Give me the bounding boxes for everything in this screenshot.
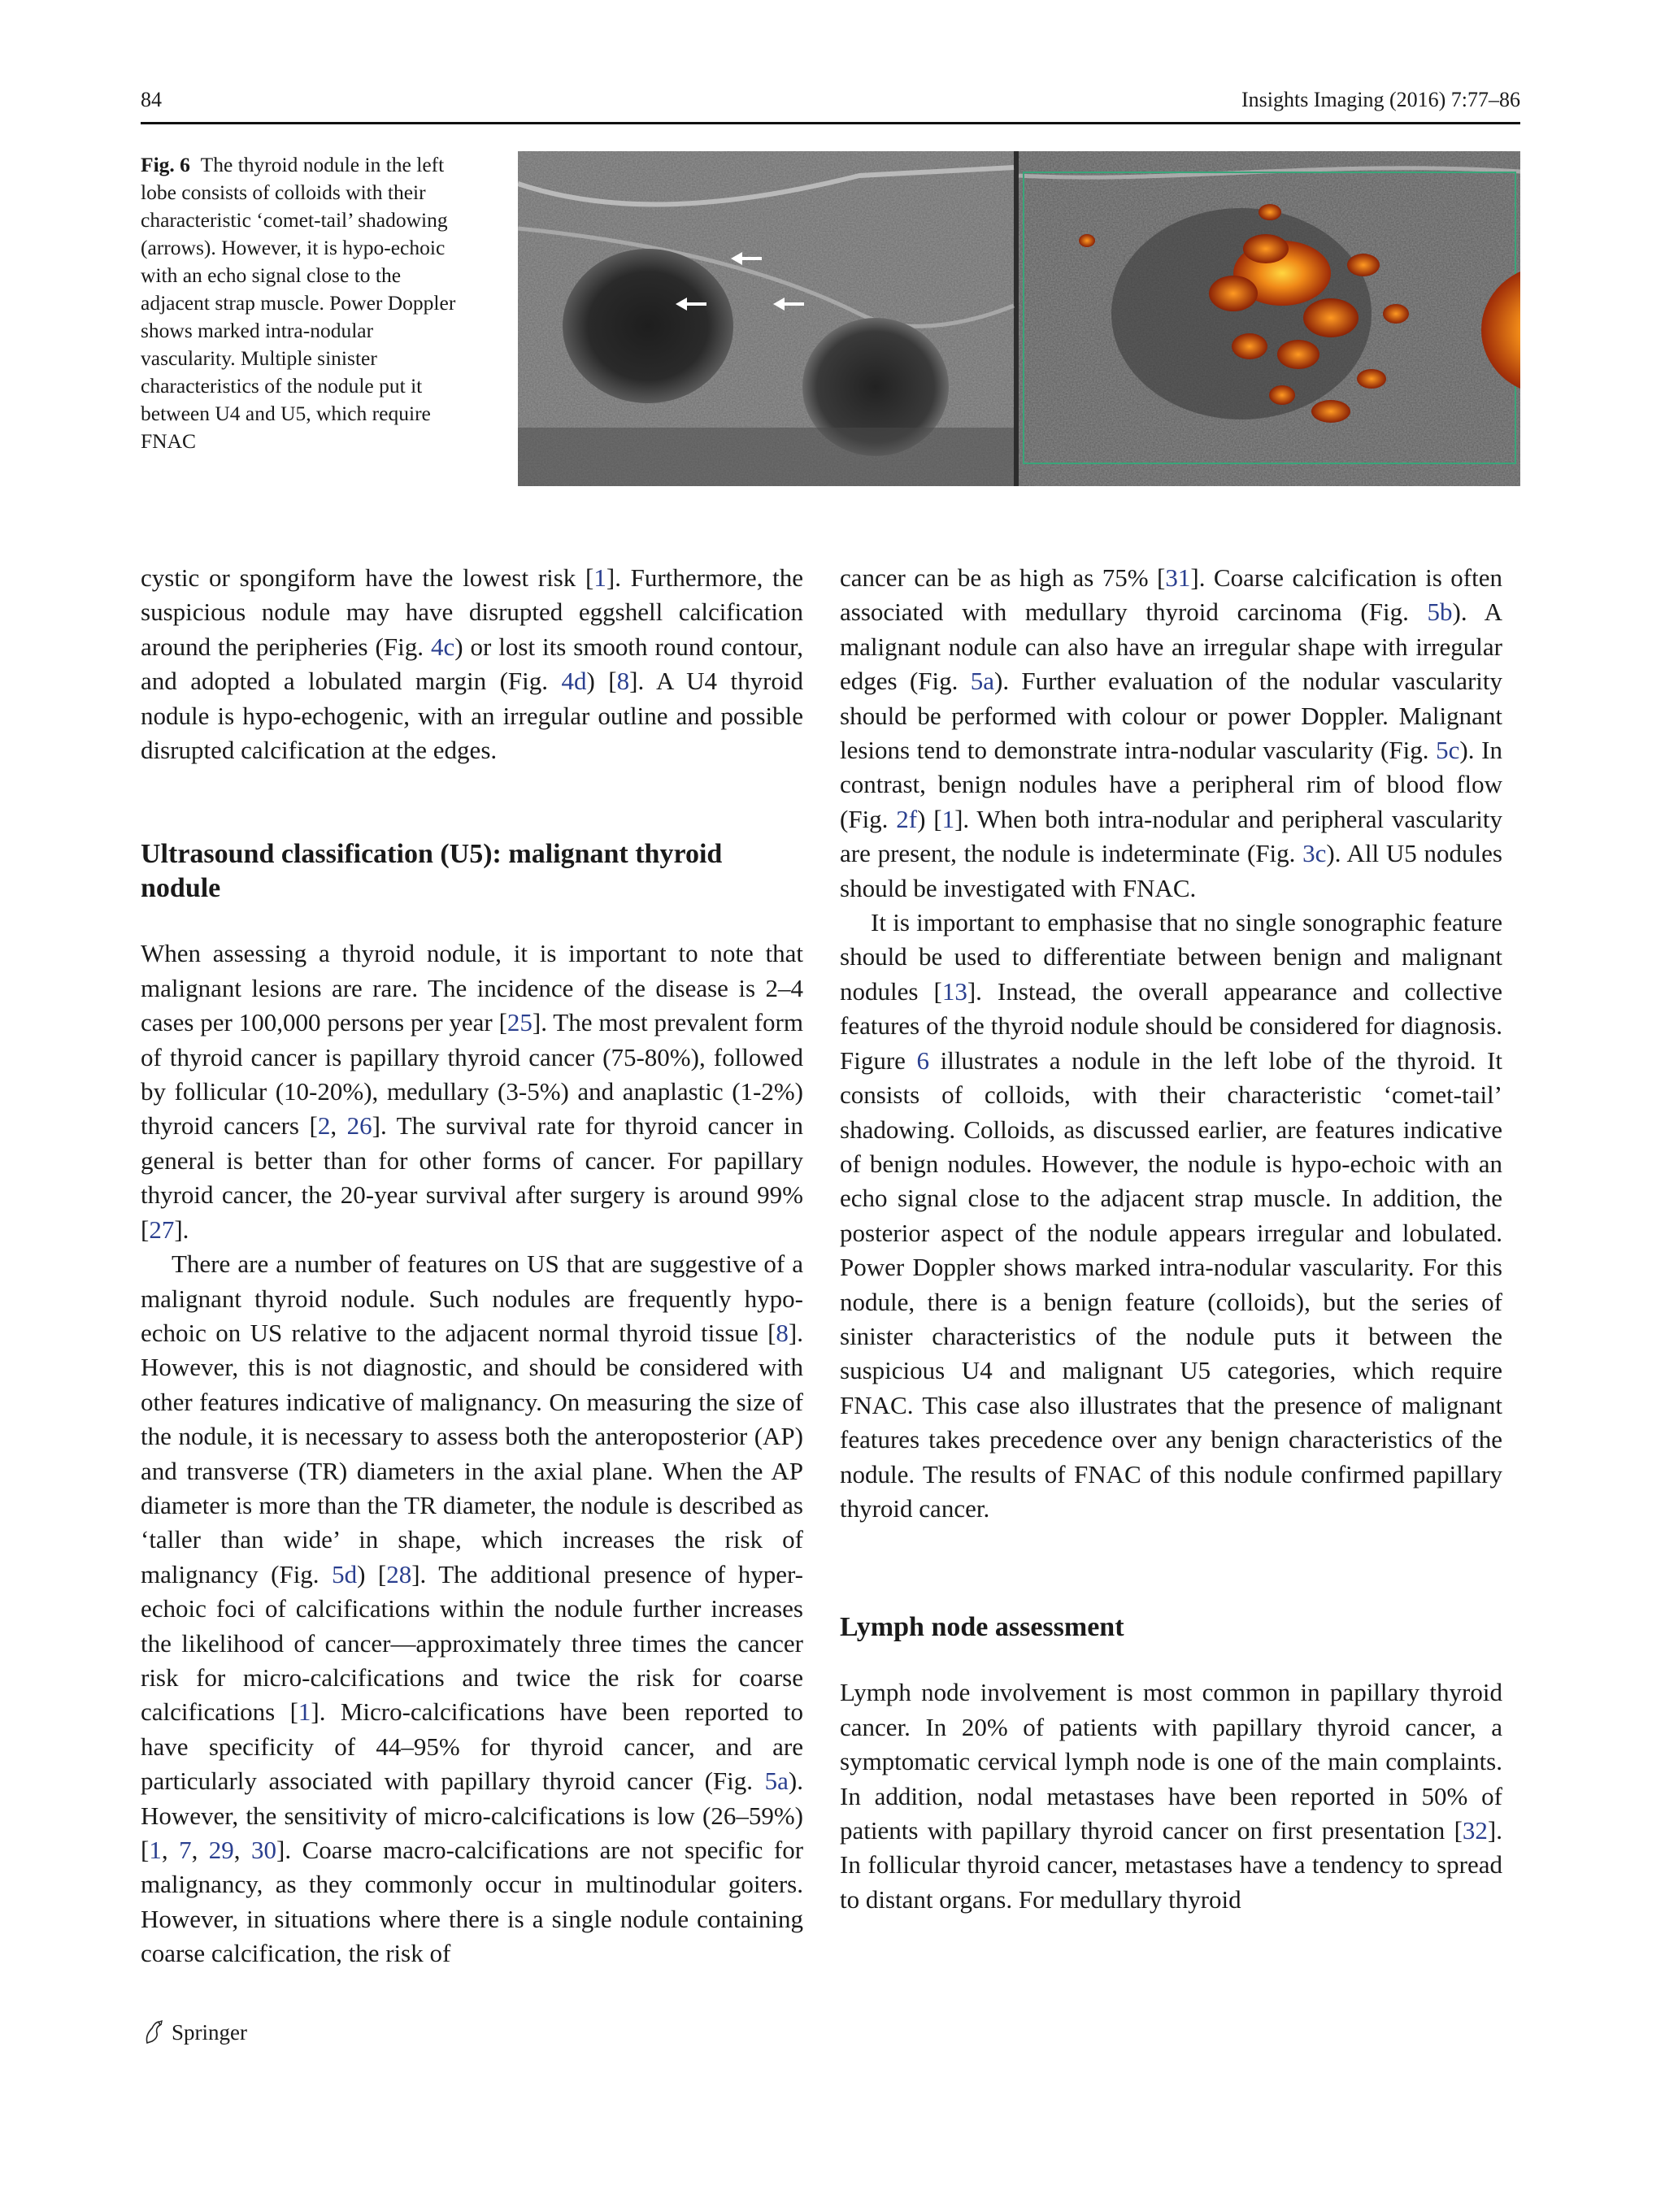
page-footer — [141, 2019, 247, 2046]
citation-link[interactable]: 32 — [1462, 1816, 1488, 1845]
citation-link[interactable]: 5a — [970, 667, 994, 696]
paragraph: There are a number of features on US that are suggestive of a malignant thyroid nodule. Such nodules are frequently hypo-echoic on US relative to the adjacent normal thyroid tissue [8]. However, this is not diagnostic, and should be considered with other features indicative of malignancy. On measuring the size of the nodule, it is necessary to assess both the anteroposterior (AP) and transverse (TR) diameters in the axial plane. When the AP diameter is more than the TR diameter, the nodule is described as ‘taller than wide’ in shape, which increases the risk of malignancy (Fig. 5d) [28]. The additional presence of hyper-echoic foci of calcifications within the nodule further increases the likelihood of cancer—approximately three times the cancer risk for micro-calcifications and twice the risk for coarse calcifications [1]. Micro-calcifications have been reported to have specificity of 44–95% for thyroid cancer, and are particularly associated with papillary thyroid cancer (Fig. 5a). However, the sensitivity of micro-calcifications is low (26–59%) [1, 7, 29, 30]. Coarse macro-calcifications are not specific for malignancy, as they commonly occur in multinodular goiters. However, in situations where there is a single nodule containing coarse calcification, the risk of — [141, 1249, 804, 1968]
journal-citation: Insights Imaging (2016) 7:77–86 — [1241, 88, 1520, 111]
paragraph: cystic or spongiform have the lowest risk [1]. Furthermore, the suspicious nodule may have disrupted eggshell calcification around the peripheries (Fig. 4c) or lost its smooth round contour, and adopted a lobulated margin (Fig. 4d) [8]. A U4 thyroid nodule is hypo-echogenic, with an irregular outline and possible disrupted calcification at the edges. — [141, 563, 804, 765]
citation-link[interactable]: 6 — [916, 1045, 930, 1075]
b-mode-panel — [518, 151, 1014, 486]
citation-link[interactable]: 5b — [1427, 598, 1453, 627]
citation-link[interactable]: 8 — [776, 1318, 789, 1347]
paragraph: Lymph node involvement is most common in papillary thyroid cancer. In 20% of patients with papillary thyroid cancer, a symptomatic cervical lymph node is one of the main complaints. In addition, nodal metastases have been reported in 50% of patients with papillary thyroid cancer on first presentation [32]. In follicular thyroid cancer, metastases have a tendency to spread to distant organs. For medullary thyroid — [840, 1678, 1502, 1914]
citation-link[interactable]: 7 — [179, 1836, 192, 1864]
power-doppler-panel — [1019, 151, 1520, 486]
ultrasound-image — [518, 151, 1520, 486]
citation-link[interactable]: 4d — [561, 667, 587, 696]
citation-link[interactable]: 25 — [506, 1008, 533, 1037]
page-header — [141, 88, 1520, 120]
left-column — [141, 561, 803, 1971]
citation-link[interactable]: 30 — [251, 1836, 277, 1864]
citation-link[interactable]: 5c — [1436, 736, 1460, 765]
citation-link[interactable]: 27 — [149, 1215, 175, 1244]
citation-link[interactable]: 13 — [941, 976, 967, 1006]
figure-label: Fig. 6 — [141, 153, 190, 176]
figure-caption-text: The thyroid nodule in the left lobe consists of colloids with their characteristic ‘comet-tail’ shadowing (arrows). However, it is hypo-echoic with an echo signal close to the adjacent strap muscle. Power Doppler shows marked intra-nodular vascularity. Multiple sinister characteristics of the nodule put it between U4 and U5, which require FNAC — [141, 153, 456, 453]
publisher-name: Springer — [172, 2019, 247, 2045]
citation-link[interactable]: 3c — [1302, 839, 1327, 868]
page-number: 84 — [141, 88, 162, 111]
citation-link[interactable]: 26 — [346, 1111, 372, 1141]
paragraph: When assessing a thyroid nodule, it is important to note that malignant lesions are rare. The incidence of the disease is 2–4 cases per 100,000 persons per year [25]. The most prevalent form of thyroid cancer is papillary thyroid cancer (75-80%), followed by follicular (10-20%), medullary (3-5%) and anaplastic (1-2%) thyroid cancers [2, 26]. The survival rate for thyroid cancer in general is better than for other forms of cancer. For papillary thyroid cancer, the 20-year survival after surgery is around 99% [27]. — [141, 939, 803, 1244]
header-rule — [141, 122, 1520, 124]
citation-link[interactable]: 1 — [298, 1697, 311, 1727]
paragraph: cancer can be as high as 75% [31]. Coarse calcification is often associated with medullary thyroid carcinoma (Fig. 5b). A malignant nodule can also have an irregular shape with irregular edges (Fig. 5a). Further evaluation of the nodular vascularity should be performed with colour or power Doppler. Malignant lesions tend to demonstrate intra-nodular vascularity (Fig. 5c). In contrast, benign nodules have a peripheral rim of blood flow (Fig. 2f) [1]. When both intra-nodular and peripheral vascularity are present, the nodule is indeterminate (Fig. 3c). All U5 nodules should be investigated with FNAC. — [840, 563, 1503, 902]
paragraph: It is important to emphasise that no single sonographic feature should be used to differentiate between benign and malignant nodules [13]. Instead, the overall appearance and collective features of the thyroid nodule should be considered for diagnosis. Figure 6 illustrates a nodule in the left lobe of the thyroid. It consists of colloids, with their characteristic ‘comet-tail’ shadowing. Colloids, as discussed earlier, are features indicative of benign nodules. However, the nodule is hypo-echoic with an echo signal close to the adjacent strap muscle. In addition, the posterior aspect of the nodule appears irregular and lobulated. Power Doppler shows marked intra-nodular vascularity. For this nodule, there is a benign feature (colloids), but the series of sinister characteristics of the nodule puts it between the suspicious U4 and malignant U5 categories, which require FNAC. This case also illustrates that the presence of malignant features takes precedence over any benign characteristics of the nodule. The results of FNAC of this nodule confirmed papillary thyroid cancer. — [840, 908, 1502, 1523]
citation-link[interactable]: 29 — [208, 1836, 234, 1864]
citation-link[interactable]: 5d — [332, 1559, 358, 1588]
citation-link[interactable]: 2f — [896, 804, 918, 833]
citation-link[interactable]: 1 — [593, 563, 606, 592]
section-heading-u5: Ultrasound classification (U5): malignant thyroid nodule — [141, 839, 723, 904]
citation-link[interactable]: 5a — [764, 1767, 789, 1796]
citation-link[interactable]: 4c — [430, 632, 455, 661]
citation-link[interactable]: 8 — [616, 667, 630, 696]
ultrasound-figure — [518, 151, 1520, 486]
citation-link[interactable]: 2 — [317, 1111, 331, 1141]
citation-link[interactable]: 31 — [1165, 563, 1191, 592]
right-column — [840, 561, 1502, 1917]
figure-caption — [141, 151, 458, 455]
springer-horse-icon — [141, 2019, 165, 2046]
citation-link[interactable]: 28 — [386, 1559, 412, 1588]
section-heading-lymph-node: Lymph node assessment — [840, 1612, 1124, 1643]
citation-link[interactable]: 1 — [941, 804, 955, 833]
citation-link[interactable]: 1 — [149, 1836, 162, 1864]
